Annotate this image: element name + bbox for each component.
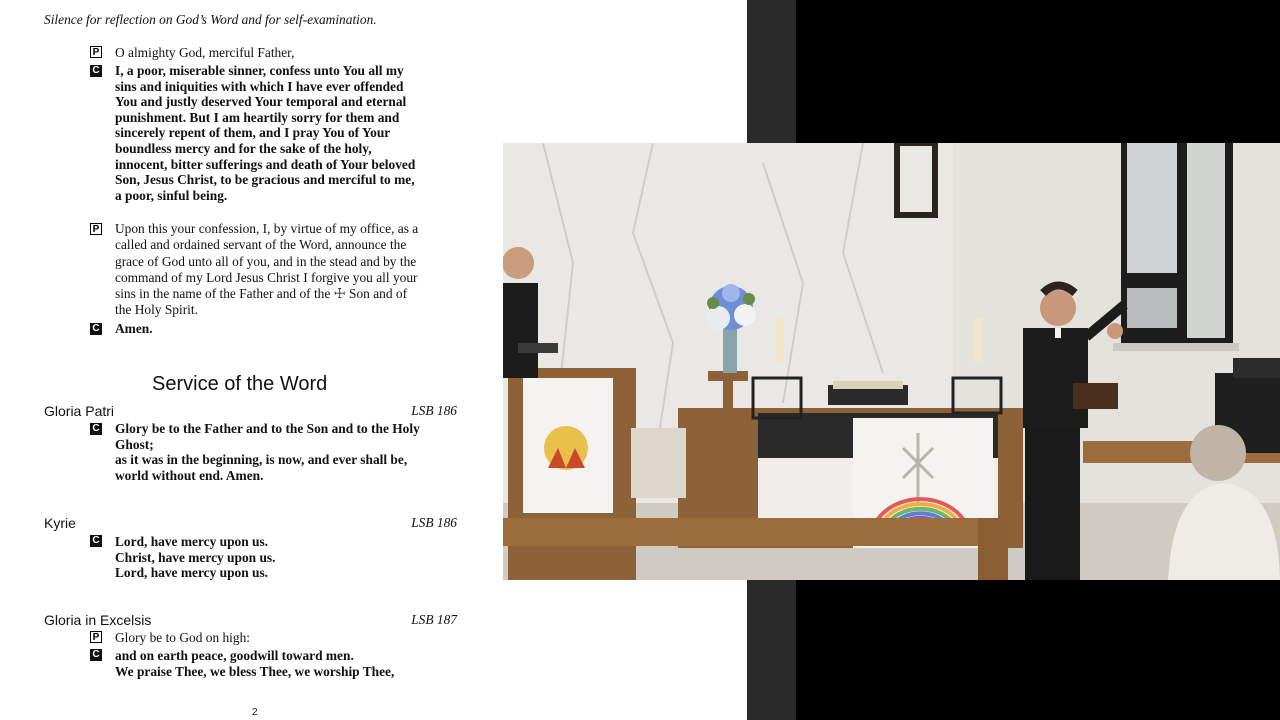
section-heading: Service of the Word <box>152 373 328 395</box>
congregation-mark-icon: C <box>90 65 102 77</box>
text-line: You and justly deserved Your temporal and eternal <box>115 94 407 110</box>
gloria-patri-ref: LSB 186 <box>411 403 457 418</box>
text-line: boundless mercy and for the sake of the holy, <box>115 140 372 156</box>
text-line: Glory be to the Father and to the Son and to the Holy <box>115 421 420 436</box>
gloria-patri-title: Gloria Patri <box>44 403 115 419</box>
text-line: sins in the name of the Father and of the ☩ Son and of <box>115 286 408 302</box>
congregation-mark-icon: C <box>90 323 102 335</box>
gloria-excelsis-congregation-text <box>115 648 394 679</box>
livestream-video[interactable] <box>503 143 1280 580</box>
absolution-congregation-text <box>115 321 153 337</box>
text-line: O almighty God, merciful Father, <box>115 45 295 60</box>
text-line: Upon this your confession, I, by virtue of my office, as a <box>115 221 419 236</box>
gloria-excelsis-ref: LSB 187 <box>411 612 457 627</box>
kyrie-ref: LSB 186 <box>411 515 457 530</box>
text-line: Son, Jesus Christ, to be gracious and merciful to me, <box>115 172 415 188</box>
text-line: command of my Lord Jesus Christ I forgive you all your <box>115 269 418 285</box>
text-line: Amen. <box>115 321 153 336</box>
text-line: called and ordained servant of the Word, announce the <box>115 237 407 253</box>
rubric-text: Silence for reflection on God’s Word and for self-examination. <box>44 12 377 27</box>
text-line: We praise Thee, we bless Thee, we worship Thee, <box>115 663 395 679</box>
gloria-patri-text <box>115 421 420 483</box>
kyrie-title: Kyrie <box>44 515 76 531</box>
pastor-mark-icon: P <box>90 46 102 58</box>
page-number: 2 <box>252 707 258 718</box>
gloria-excelsis-title: Gloria in Excelsis <box>44 612 152 628</box>
text-line: a poor, sinful being. <box>115 187 228 203</box>
congregation-mark-icon: C <box>90 649 102 661</box>
confession-pastor-text <box>115 45 294 61</box>
text-line: as it was in the beginning, is now, and ever shall be, <box>115 452 408 468</box>
text-line: world without end. Amen. <box>115 467 264 483</box>
pastor-mark-icon: P <box>90 223 102 235</box>
text-line: Lord, have mercy upon us. <box>115 534 269 549</box>
gloria-excelsis-pastor-text <box>115 630 250 646</box>
absolution-pastor-text <box>115 221 418 319</box>
text-line: sins and iniquities with which I have ever offended <box>115 78 404 94</box>
pastor-mark-icon: P <box>90 631 102 643</box>
congregation-mark-icon: C <box>90 423 102 435</box>
text-line: grace of God unto all of you, and in the stead and by the <box>115 253 417 269</box>
text-line: punishment. But I am heartily sorry for them and <box>115 109 400 125</box>
text-line: Ghost; <box>115 436 154 452</box>
text-line: sincerely repent of them, and I pray You of Your <box>115 125 391 141</box>
text-line: Christ, have mercy upon us. <box>115 549 276 565</box>
congregation-mark-icon: C <box>90 535 102 547</box>
text-line: and on earth peace, goodwill toward men. <box>115 648 354 663</box>
text-line: Lord, have mercy upon us. <box>115 565 269 581</box>
text-line: I, a poor, miserable sinner, confess unto You all my <box>115 63 404 78</box>
text-line: the Holy Spirit. <box>115 302 198 318</box>
text-line: Glory be to God on high: <box>115 630 251 645</box>
kyrie-text <box>115 534 275 581</box>
church-scene-illustration <box>503 143 1280 580</box>
text-line: innocent, bitter sufferings and death of Your beloved <box>115 156 416 172</box>
confession-congregation-text <box>115 63 415 203</box>
